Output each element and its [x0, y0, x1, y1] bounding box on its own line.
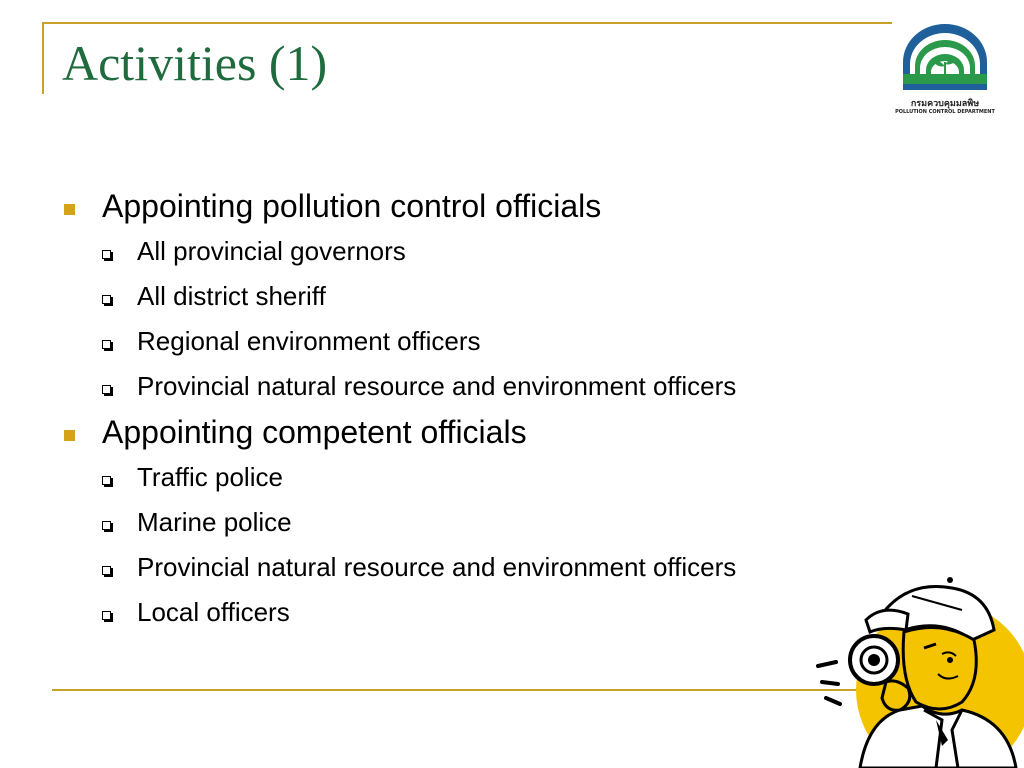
bullet-level2 — [62, 548, 882, 593]
bullet-item: Regional environment officers — [137, 326, 481, 356]
title-frame-top — [42, 22, 892, 24]
hollow-square-bullet-icon — [102, 476, 111, 485]
hollow-square-bullet-icon — [102, 385, 111, 394]
bullet-level2 — [62, 503, 882, 548]
bullet-item: Traffic police — [137, 462, 283, 492]
bullet-item: All provincial governors — [137, 236, 406, 266]
bullet-level1 — [62, 186, 882, 232]
bullet-heading: Appointing pollution control officials — [102, 188, 602, 224]
logo-emblem-icon — [893, 22, 997, 96]
logo-thai-name: กรมควบคุมมลพิษ — [910, 99, 980, 109]
hollow-square-bullet-icon — [102, 566, 111, 575]
bullet-item: All district sheriff — [137, 281, 326, 311]
bullet-list — [62, 186, 882, 638]
hollow-square-bullet-icon — [102, 611, 111, 620]
bullet-level2 — [62, 277, 882, 322]
pollution-control-department-logo — [893, 22, 997, 122]
hollow-square-bullet-icon — [102, 340, 111, 349]
hollow-square-bullet-icon — [102, 521, 111, 530]
title-frame-left — [42, 22, 44, 94]
detective-magnifier-icon — [812, 570, 1024, 768]
bullet-level2 — [62, 367, 882, 412]
bullet-item: Local officers — [137, 597, 290, 627]
bullet-level2 — [62, 458, 882, 503]
hollow-square-bullet-icon — [102, 250, 111, 259]
bullet-item: Provincial natural resource and environment officers — [137, 552, 737, 582]
bullet-level2 — [62, 593, 882, 638]
bullet-heading: Appointing competent officials — [102, 414, 527, 450]
square-bullet-icon — [64, 204, 75, 215]
bullet-level1 — [62, 412, 882, 458]
logo-english-name: POLLUTION CONTROL DEPARTMENT — [895, 109, 995, 115]
bullet-item: Marine police — [137, 507, 292, 537]
bullet-level2 — [62, 232, 882, 277]
hollow-square-bullet-icon — [102, 295, 111, 304]
bullet-item: Provincial natural resource and environment officers — [137, 371, 737, 401]
square-bullet-icon — [64, 430, 75, 441]
bullet-level2 — [62, 322, 882, 367]
bottom-rule — [52, 689, 892, 691]
slide-title: Activities (1) — [62, 35, 328, 91]
